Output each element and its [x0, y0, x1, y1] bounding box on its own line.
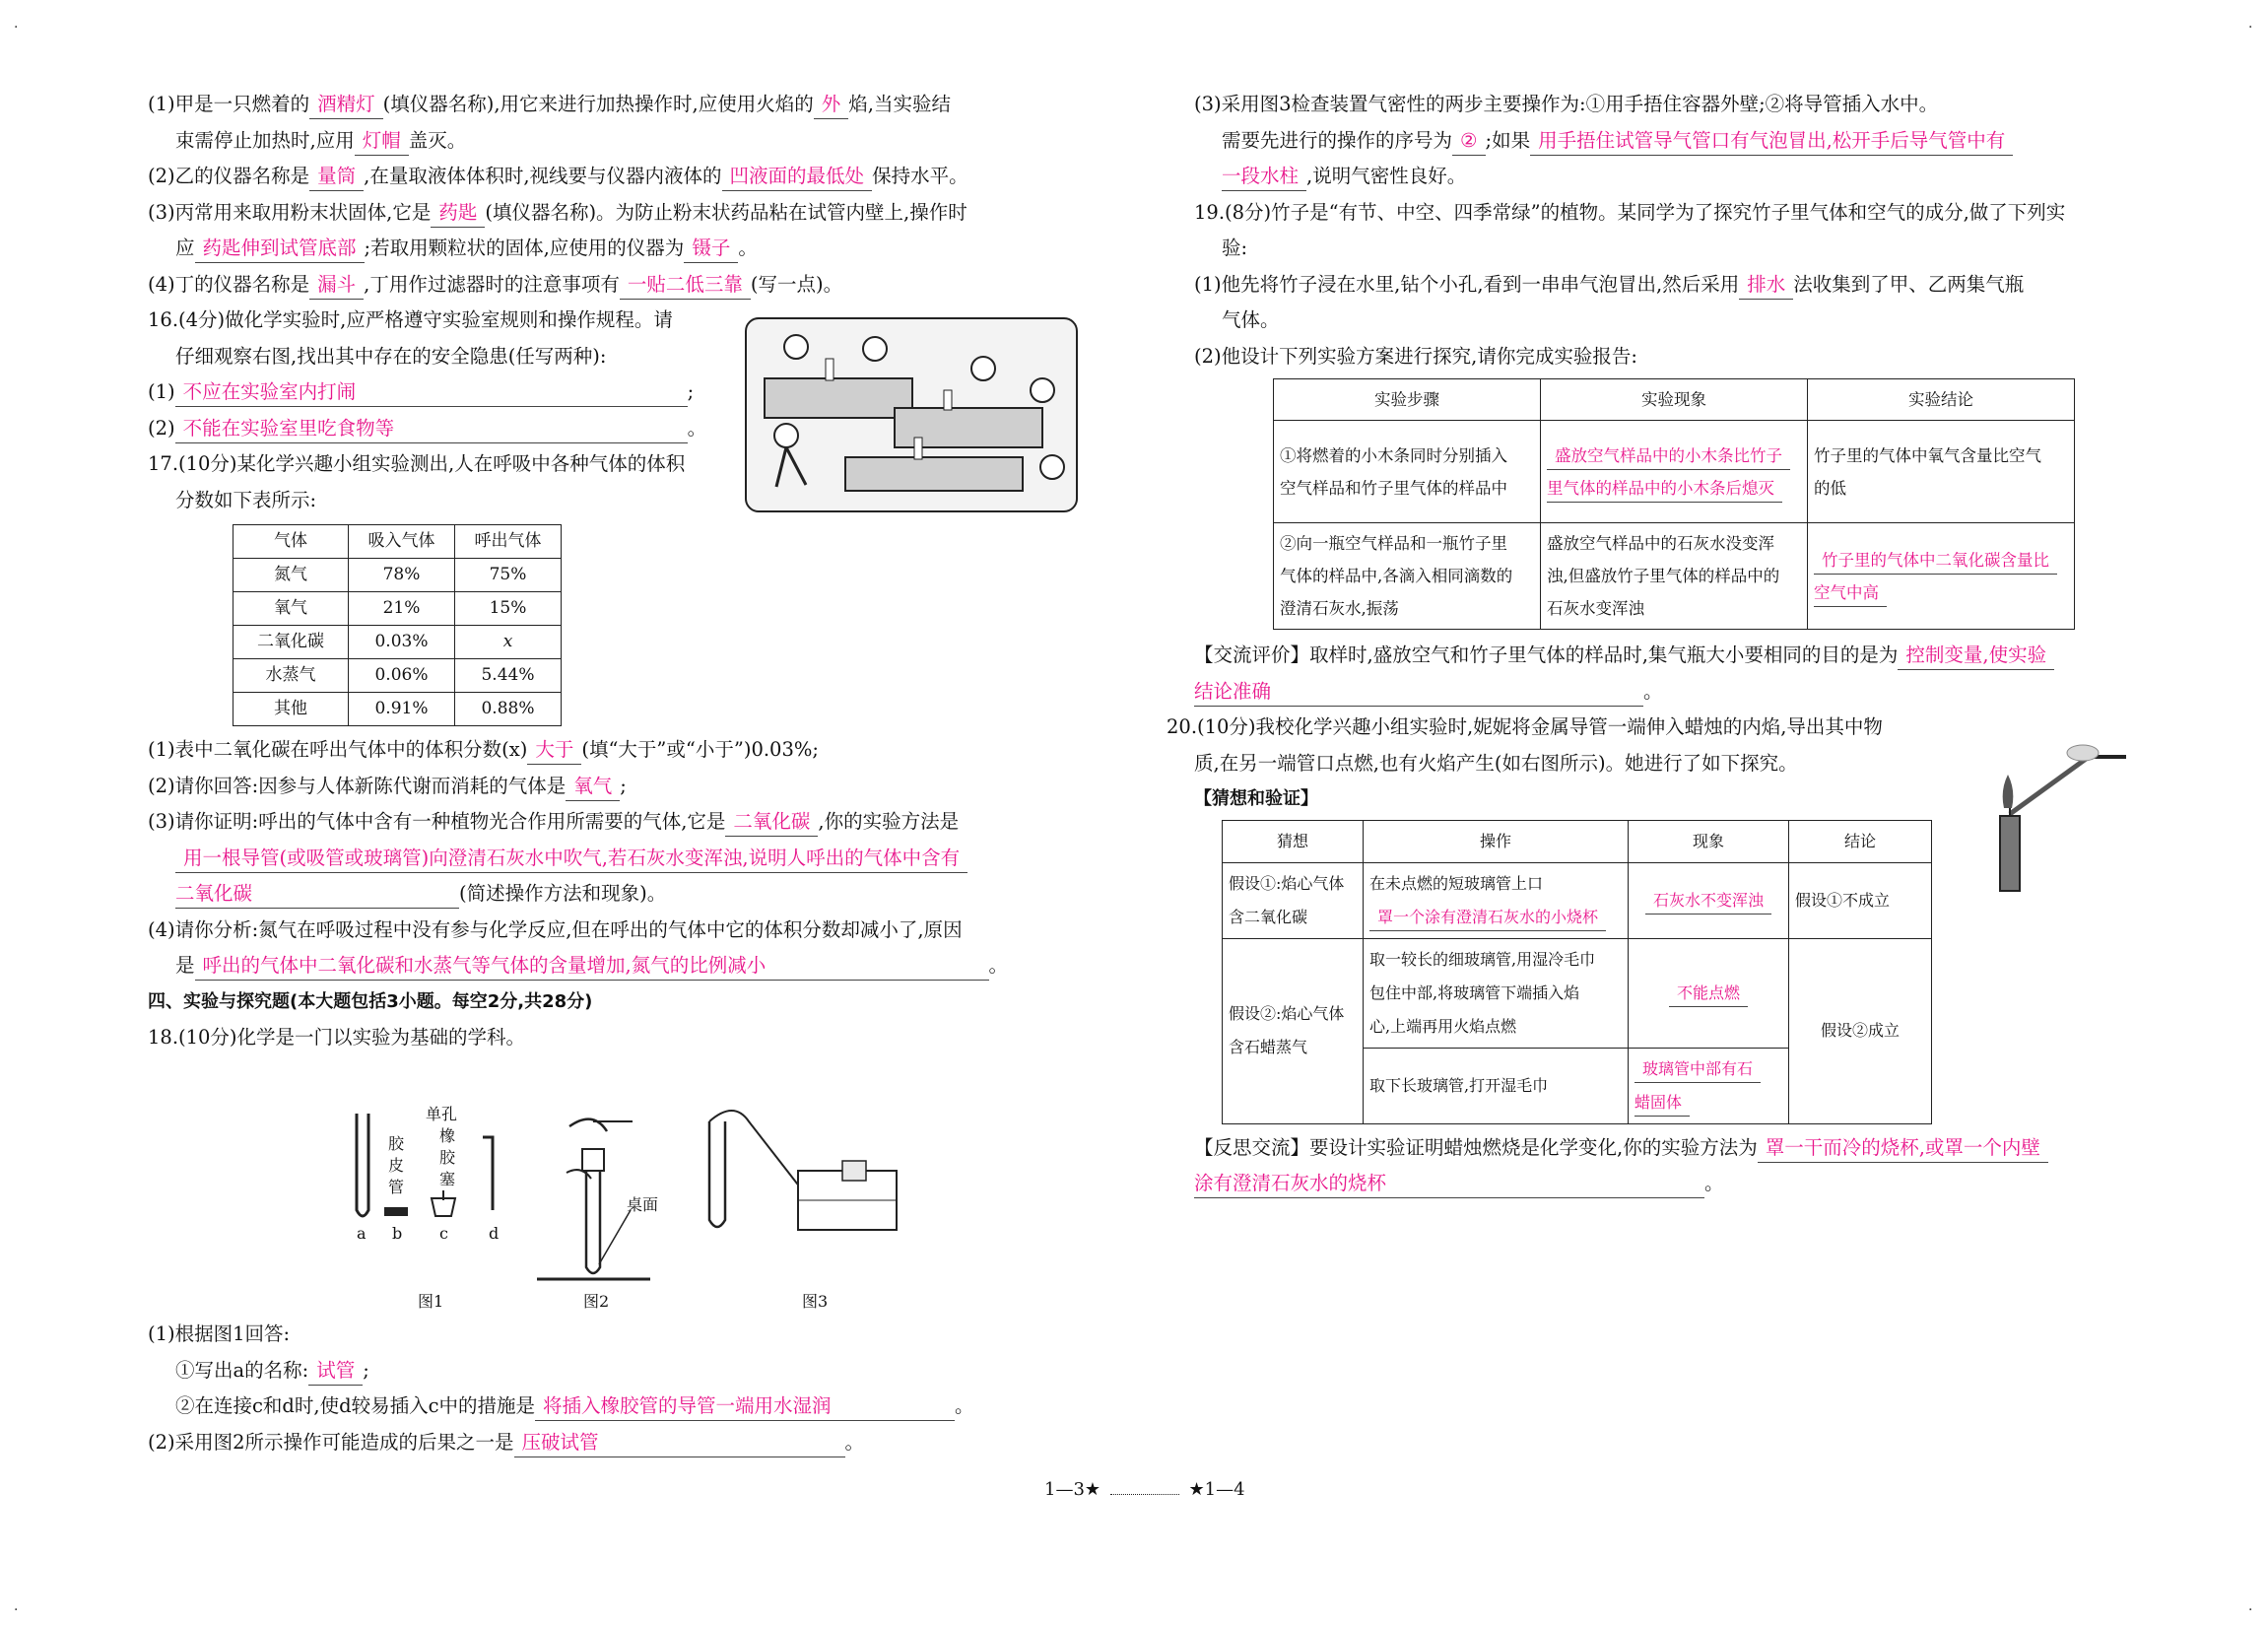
corner-mark: · [2248, 20, 2253, 35]
table-cell: x [455, 626, 562, 659]
right-column [1167, 87, 2130, 1202]
label-single-hole: 单孔 [426, 1105, 458, 1123]
table-cell [1629, 1048, 1789, 1123]
table-row [233, 592, 562, 626]
answer-blank[interactable]: 凹液面的最低处 [722, 164, 873, 191]
cell-line: 含二氧化碳 [1229, 907, 1308, 926]
answer-blank[interactable]: 药匙伸到试管底部 [195, 236, 365, 263]
table-cell: 假设①不成立 [1789, 862, 1932, 938]
q20-line2: 质,在另一端管口点燃,也有火焰产生(如右图所示)。她进行了如下探究。 [1194, 751, 1798, 775]
table-cell: 其他 [233, 693, 349, 726]
q19-sub1-cont: 气体。 [1222, 308, 1280, 331]
table-header: 猜想 [1223, 820, 1364, 862]
candle-figure [1980, 717, 2128, 895]
footer-dots [1110, 1494, 1179, 1495]
q19-report-table [1273, 378, 2075, 630]
table-header-row [1223, 820, 1932, 862]
cell-line: 澄清石灰水,振荡 [1280, 599, 1399, 618]
q19-line2: 验: [1222, 237, 1248, 259]
table-cell [1629, 938, 1789, 1048]
q15-line3 [148, 159, 1094, 195]
text: 焰,当实验结 [848, 93, 951, 115]
text: 。 [955, 1394, 974, 1417]
gas-table [233, 524, 562, 726]
cell-line: 取一较长的细玻璃管,用湿冷毛巾 [1369, 949, 1596, 969]
label-a: a [357, 1224, 367, 1243]
q19-line1: 19.(8分)竹子是“有节、中空、四季常绿”的植物。某同学为了探究竹子里气体和空气的成分,做了下列实 [1194, 200, 2066, 224]
q18-sub1b [148, 1389, 1094, 1425]
table-header: 现象 [1629, 820, 1789, 862]
text: ; [620, 774, 627, 797]
text: (3)丙常用来取用粉末状固体,它是 [148, 200, 432, 224]
answer-blank[interactable]: 里气体的样品中的小木条后熄灭 [1547, 477, 1782, 503]
table-header-row [233, 525, 562, 559]
answer-blank[interactable]: 涂有澄清石灰水的烧杯 [1194, 1171, 1704, 1198]
q17-sub1 [148, 732, 1094, 769]
text: 【反思交流】要设计实验证明蜡烛燃烧是化学变化,你的实验方法为 [1194, 1135, 1758, 1159]
text: (写一点)。 [750, 272, 843, 296]
text: (2) [148, 416, 175, 440]
table-cell [1364, 938, 1629, 1048]
cell-line: 气体的样品中,各滴入相同滴数的 [1280, 567, 1513, 585]
answer-blank[interactable]: 量筒 [309, 164, 364, 191]
table-cell [1364, 862, 1629, 938]
table-cell [1541, 421, 1808, 523]
q18-line1: 18.(10分)化学是一门以实验为基础的学科。 [148, 1026, 526, 1049]
table-cell: 假设②成立 [1789, 938, 1932, 1123]
answer-blank[interactable]: 用一根导管(或吸管或玻璃管)向澄清石灰水中吹气,若石灰水变浑浊,说明人呼出的气体中含有 [175, 846, 967, 873]
table-header: 气体 [233, 525, 349, 559]
text: ; [363, 1358, 369, 1382]
q19-table-wrap [1194, 374, 2130, 638]
table-row [233, 659, 562, 693]
q17-sub3-answer [148, 841, 1094, 877]
figure-1-caption: 图1 [418, 1292, 444, 1311]
table-cell: 0.88% [455, 693, 562, 726]
q15-line1 [148, 87, 1094, 123]
table-cell [1274, 421, 1541, 523]
table-cell: 二氧化碳 [233, 626, 349, 659]
cell-line: 的低 [1814, 478, 1846, 498]
q18c-line1: (3)采用图3检查装置气密性的两步主要操作为:①用手捂住容器外壁;②将导管插入水中。 [1194, 93, 1939, 115]
answer-blank[interactable]: 控制变量,使实验 [1898, 643, 2054, 670]
table-row [1274, 523, 2075, 630]
text: (1)表中二氧化碳在呼出气体中的体积分数(x) [148, 738, 528, 761]
figure-3-caption: 图3 [802, 1292, 829, 1311]
table-cell: 0.03% [349, 626, 455, 659]
label-b: b [392, 1224, 403, 1243]
q16-line1: 16.(4分)做化学实验时,应严格遵守实验室规则和操作规程。请 [148, 308, 673, 331]
table-row [233, 626, 562, 659]
cell-line: ②向一瓶空气样品和一瓶竹子里 [1280, 534, 1507, 553]
table-cell: 15% [455, 592, 562, 626]
q16-line2: 仔细观察右图,找出其中存在的安全隐患(任写两种): [175, 344, 607, 368]
label-char: 胶 [439, 1148, 456, 1167]
answer-blank[interactable]: 呼出的气体中二氧化碳和水蒸气等气体的含量增加,氮气的比例减小 [195, 953, 989, 981]
answer-blank[interactable]: 酒精灯 [309, 92, 383, 119]
q20-reflection-cont [1194, 1166, 2130, 1202]
q15-line4 [148, 195, 1094, 232]
table-row [233, 693, 562, 726]
cell-line: 假设①:焰心气体 [1229, 873, 1345, 893]
q17-sub4: (4)请你分析:氮气在呼吸过程中没有参与化学反应,但在呼出的气体中它的体积分数却减小了,原因 [148, 917, 963, 941]
answer-blank[interactable]: 罩一干而冷的烧杯,或罩一个内壁 [1758, 1135, 2048, 1163]
text: (填“大于”或“小于”)0.03%; [581, 738, 819, 761]
answer-blank[interactable]: 漏斗 [309, 272, 364, 300]
gas-table-wrap [148, 518, 1094, 732]
section-4-title: 四、实验与探究题(本大题包括3小题。每空2分,共28分) [148, 990, 593, 1012]
label-char: 皮 [388, 1156, 405, 1175]
q15-line5 [148, 231, 1094, 267]
text: 需要先进行的操作的序号为 [1222, 128, 1453, 152]
table-cell: 0.91% [349, 693, 455, 726]
table-row [1274, 421, 2075, 523]
answer-blank[interactable]: 不应在实验室内打闹 [175, 379, 688, 407]
q18-sub1: (1)根据图1回答: [148, 1322, 291, 1345]
text: (2)请你回答:因参与人体新陈代谢而消耗的气体是 [148, 774, 567, 797]
q17-sub3 [148, 804, 1094, 841]
page-number-right: ★1—4 [1188, 1479, 1245, 1500]
answer-blank[interactable]: 盛放空气样品中的小木条比竹子 [1547, 444, 1790, 470]
answer-blank[interactable]: 排水 [1739, 272, 1793, 300]
label-c: c [439, 1224, 448, 1243]
q15-line2 [148, 123, 1094, 160]
answer-blank[interactable]: 外 [814, 92, 849, 119]
table-cell: 78% [349, 559, 455, 592]
text: ①写出a的名称: [175, 1358, 309, 1382]
text: ,丁用作过滤器时的注意事项有 [364, 272, 620, 296]
cell-line: 石灰水变浑浊 [1547, 599, 1644, 618]
q19-eval [1194, 638, 2130, 674]
table-cell: 取下长玻璃管,打开湿毛巾 [1364, 1048, 1629, 1123]
q20-line1: 20.(10分)我校化学兴趣小组实验时,妮妮将金属导管一端伸入蜡烛的内焰,导出其中物 [1167, 715, 1883, 738]
answer-blank[interactable]: 镊子 [684, 236, 738, 263]
table-header: 呼出气体 [455, 525, 562, 559]
q18c-line3 [1194, 159, 2130, 195]
candle-drawing [1980, 717, 2128, 895]
corner-mark: · [2248, 1602, 2253, 1618]
corner-mark: · [14, 20, 19, 35]
cell-line: 心,上端再用火焰点燃 [1369, 1016, 1517, 1036]
table-cell [1808, 523, 2075, 630]
page-number-left: 1—3★ [1044, 1479, 1101, 1500]
table-cell [1629, 862, 1789, 938]
text: ;如果 [1485, 128, 1531, 152]
table-cell [1541, 523, 1808, 630]
answer-blank[interactable]: 结论准确 [1194, 679, 1643, 707]
q18-subquestions [148, 1317, 1094, 1460]
answer-blank[interactable]: 压破试管 [514, 1430, 845, 1457]
text: ;若取用颗粒状的固体,应使用的仪器为 [364, 237, 685, 259]
cell-line: 假设②:焰心气体 [1229, 1004, 1345, 1023]
text: ,你的实验方法是 [818, 810, 960, 833]
answer-blank[interactable]: 空气中高 [1814, 581, 1887, 607]
answer-blank[interactable]: 一贴二低三靠 [620, 272, 751, 300]
cell-line: 盛放空气样品中的石灰水没变浑 [1547, 534, 1774, 553]
q18-figures [345, 1102, 916, 1309]
answer-blank[interactable]: 氧气 [566, 774, 620, 801]
text: 束需停止加热时,应用 [175, 128, 355, 152]
text: 应 [175, 237, 195, 259]
text: (1) [148, 380, 175, 403]
cell-line: 浊,但盛放竹子里气体的样品中的 [1547, 567, 1780, 585]
text: ,说明气密性良好。 [1306, 165, 1467, 187]
answer-blank[interactable]: 蜡固体 [1634, 1091, 1690, 1117]
text: (简述操作方法和现象)。 [459, 882, 667, 905]
table-header: 吸入气体 [349, 525, 455, 559]
cell-line: 含石蜡蒸气 [1229, 1038, 1308, 1056]
cell-line: 包住中部,将玻璃管下端插入焰 [1369, 982, 1580, 1002]
table-header: 实验现象 [1541, 379, 1808, 421]
answer-blank[interactable]: 二氧化碳 [175, 881, 459, 909]
table-row [1223, 862, 1932, 938]
answer-blank[interactable]: 灯帽 [355, 128, 409, 156]
lab-scene-drawing [747, 319, 1076, 510]
label-char: 管 [388, 1178, 405, 1196]
cell-line: ①将燃着的小木条同时分别插入 [1280, 445, 1507, 465]
text: 保持水平。 [872, 165, 968, 187]
answer-blank[interactable]: 不能在实验室里吃食物等 [175, 416, 688, 443]
answer-blank[interactable]: 试管 [308, 1358, 363, 1386]
text: 。 [988, 954, 1009, 977]
table-row [233, 559, 562, 592]
corner-mark: · [14, 1602, 19, 1618]
text: 。 [1704, 1172, 1724, 1194]
label-char: 胶 [388, 1134, 405, 1153]
q15-line6 [148, 267, 1094, 304]
table-header: 实验步骤 [1274, 379, 1541, 421]
text: (4)丁的仪器名称是 [148, 272, 310, 296]
q19-sub2: (2)他设计下列实验方案进行探究,请你完成实验报告: [1194, 344, 1637, 368]
q20-verify-table [1222, 820, 1932, 1124]
text: 。 [687, 416, 707, 440]
text: ②在连接c和d时,使d较易插入c中的措施是 [175, 1394, 536, 1417]
q17-line1: 17.(10分)某化学兴趣小组实验测出,人在呼吸中各种气体的体积 [148, 452, 686, 475]
text: 。 [844, 1430, 865, 1454]
table-cell [1274, 523, 1541, 630]
text: (2)采用图2所示操作可能造成的后果之一是 [148, 1430, 514, 1454]
q17-sub3-answer-cont [148, 876, 1094, 913]
q17-sub2 [148, 769, 1094, 805]
cell-line: 竹子里的气体中氧气含量比空气 [1814, 445, 2041, 465]
table-cell: 75% [455, 559, 562, 592]
q20-guess-title: 【猜想和验证】 [1194, 788, 1318, 809]
table-cell [1808, 421, 2075, 523]
cell-line: 在未点燃的短玻璃管上口 [1369, 873, 1544, 893]
answer-blank[interactable]: 药匙 [431, 200, 485, 228]
q18-sub1a [148, 1353, 1094, 1389]
table-cell: 0.06% [349, 659, 455, 693]
text: 。 [1643, 679, 1663, 703]
page-footer [1044, 1479, 1245, 1500]
q20-reflection [1194, 1130, 2130, 1167]
text: (2)乙的仪器名称是 [148, 165, 310, 187]
text: (填仪器名称)。为防止粉末状药品粘在试管内壁上,操作时 [485, 200, 967, 224]
text: 。 [738, 237, 758, 259]
answer-blank[interactable]: 用手捂住试管导气管口有气泡冒出,松开手后导气管中有 [1530, 128, 2013, 156]
table-cell: 水蒸气 [233, 659, 349, 693]
answer-blank[interactable]: ② [1452, 128, 1485, 156]
text: (1)他先将竹子浸在水里,钻个小孔,看到一串串气泡冒出,然后采用 [1194, 272, 1740, 296]
table-cell: 氧气 [233, 592, 349, 626]
label-char: 塞 [439, 1170, 456, 1188]
cell-line: 空气样品和竹子里气体的样品中 [1280, 478, 1507, 498]
text: ; [687, 380, 695, 403]
text: (1)甲是一只燃着的 [148, 93, 310, 115]
answer-blank[interactable]: 石灰水不变浑浊 [1645, 889, 1771, 915]
left-column [148, 87, 1094, 1056]
table-header: 结论 [1789, 820, 1932, 862]
figure-2-caption: 图2 [583, 1292, 610, 1311]
table-header: 操作 [1364, 820, 1629, 862]
text: 法收集到了甲、乙两集气瓶 [1793, 272, 2025, 296]
answer-blank[interactable]: 不能点燃 [1669, 982, 1748, 1007]
text: ,在量取液体体积时,视线要与仪器内液体的 [364, 165, 722, 187]
answer-blank[interactable]: 大于 [527, 737, 581, 765]
q17-sub4-answer [148, 948, 1094, 984]
table-cell [1223, 938, 1364, 1123]
text: (3)请你证明:呼出的气体中含有一种植物光合作用所需要的气体,它是 [148, 810, 726, 833]
table-cell: 5.44% [455, 659, 562, 693]
table-cell: 21% [349, 592, 455, 626]
text: 【交流评价】取样时,盛放空气和竹子里气体的样品时,集气瓶大小要相同的目的是为 [1194, 644, 1899, 666]
label-desk: 桌面 [627, 1195, 659, 1214]
answer-blank[interactable]: 玻璃管中部有石 [1634, 1057, 1761, 1083]
label-d: d [489, 1224, 500, 1243]
table-header: 实验结论 [1808, 379, 2075, 421]
q18-sub2 [148, 1425, 1094, 1461]
answer-blank[interactable]: 一段水柱 [1222, 164, 1306, 191]
text: (填仪器名称),用它来进行加热操作时,应使用火焰的 [382, 93, 814, 115]
table-header-row [1274, 379, 2075, 421]
answer-blank[interactable]: 罩一个涂有澄清石灰水的小烧杯 [1369, 906, 1606, 931]
text: 盖灭。 [408, 128, 467, 152]
table-cell [1223, 862, 1364, 938]
answer-blank[interactable]: 竹子里的气体中二氧化碳含量比 [1814, 549, 2057, 575]
answer-blank[interactable]: 将插入橡胶管的导管一端用水湿润 [535, 1393, 955, 1421]
text: 是 [175, 954, 195, 977]
lab-scene-image [745, 317, 1078, 512]
q19-sub1 [1194, 267, 2130, 304]
table-row [1223, 938, 1932, 1048]
q17-line2: 分数如下表所示: [175, 488, 317, 511]
label-char: 橡 [439, 1126, 456, 1145]
table-cell: 氮气 [233, 559, 349, 592]
q18c-line2 [1194, 123, 2130, 160]
q19-eval-cont [1194, 674, 2130, 711]
answer-blank[interactable]: 二氧化碳 [725, 809, 818, 837]
